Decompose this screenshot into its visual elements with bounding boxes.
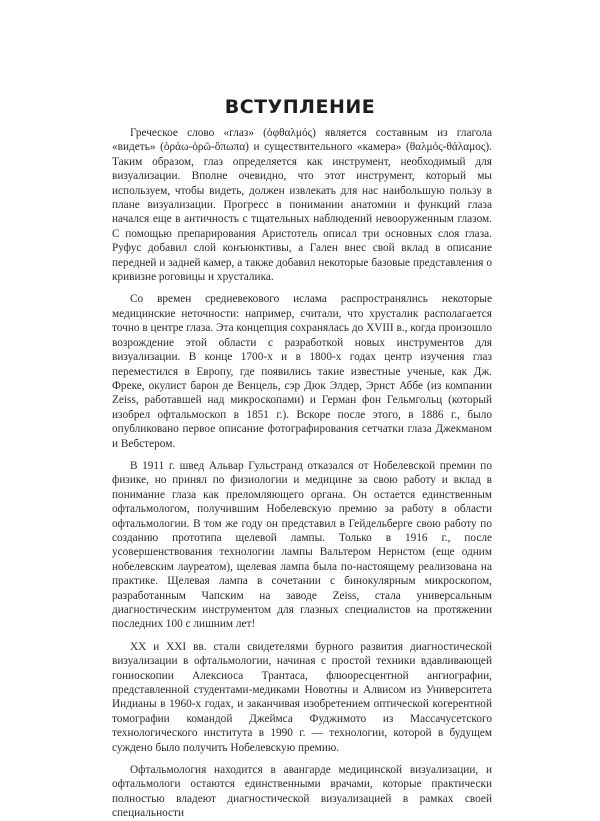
paragraph-2: Со времен средневекового ислама распространялись некоторые медицинские неточности: например, считали, что хрусталик располагается точно в центре глаза. Эта концепция сохранялась до XVIII в., когда произошло возрождение этой области с разработкой новых инструментов для визуализации. В конце 1700-х и в 1800-х годах центр изучения глаз переместился в Европу, где появились такие известные ученые, как Дж. Фреке, окулист барон де Венцель, сэр Дюк Элдер, Эрнст Аббе (из компании Zeiss, работавшей над микроскопами) и Герман фон Гельмгольц (который изобрел офтальмоскоп в 1851 г.). Вскоре после этого, в 1886 г., было опубликовано первое описание фотографирования сетчатки глаза Джекманом и Вебстером. [112, 293, 492, 450]
chapter-body [112, 126, 492, 821]
paragraph-1: Греческое слово «глаз» (ὀφθαλμός) является составным из глагола «видеть» (ὁράω-ὀρῶ-ὄπωπα) и существительного «камера» (θαλμός-θάλαμος). Таким образом, глаз определяется как инструмент, необходимый для визуализации. Вполне очевидно, что этот инструмент, который мы используем, чтобы видеть, должен извлекать для нас наибольшую пользу в плане визуализации. Прогресс в понимании анатомии и функций глаза начался еще в античность с тщательных наблюдений невооруженным глазом. С помощью препарирования Аристотель описал три основных слоя глаза. Руфус добавил слой конъюнктивы, а Гален внес свой вклад в описание передней и задней камер, а также добавил некоторые базовые представления о кривизне роговицы и хрусталика. [112, 127, 492, 284]
chapter-title: ВСТУПЛЕНИЕ [224, 96, 376, 118]
paragraph-4: XX и XXI вв. стали свидетелями бурного развития диагностической визуализации в офтальмологии, начиная с простой техники вдавливающей гониоскопии Алексиоса Трантаса, флюоресцентной ангиографии, представленной студентами-медиками Новотны и Алвисом из Университета Индианы в 1960-х годах, и заканчивая изобретением оптической когерентной томографии командой Джеймса Фуджимото из Массачусетского технологического института в 1990 г. — технологии, которой в будущем суждено было получить Нобелевскую премию. [112, 640, 492, 754]
paragraph-3: В 1911 г. швед Альвар Гульстранд отказался от Нобелевской премии по физике, но принял по физиологии и медицине за свою работу и вклад в понимание глаза как преломляющего органа. Он остается единственным офтальмологом, получившим Нобелевскую премию за работу в области офтальмологии. В том же году он представил в Гейдельберге свою работу по созданию прототипа щелевой лампы. Только в 1916 г., после усовершенствования технологии лампы Вальтером Нернстом (еще одним нобелевским лауреатом), щелевая лампа была по-настоящему реализована на практике. Щелевая лампа в сочетании с бинокулярным микроскопом, разработанным Чапским на заводе Zeiss, стала универсальным диагностическим инструментом для глазных специалистов на протяжении последних 100 с лишним лет! [112, 459, 492, 631]
paragraph-5: Офтальмология находится в авангарде медицинской визуализации, и офтальмологи остаются единственными врачами, которые практически полностью владеют диагностической визуализацией в рамках своей специальности [112, 764, 492, 820]
